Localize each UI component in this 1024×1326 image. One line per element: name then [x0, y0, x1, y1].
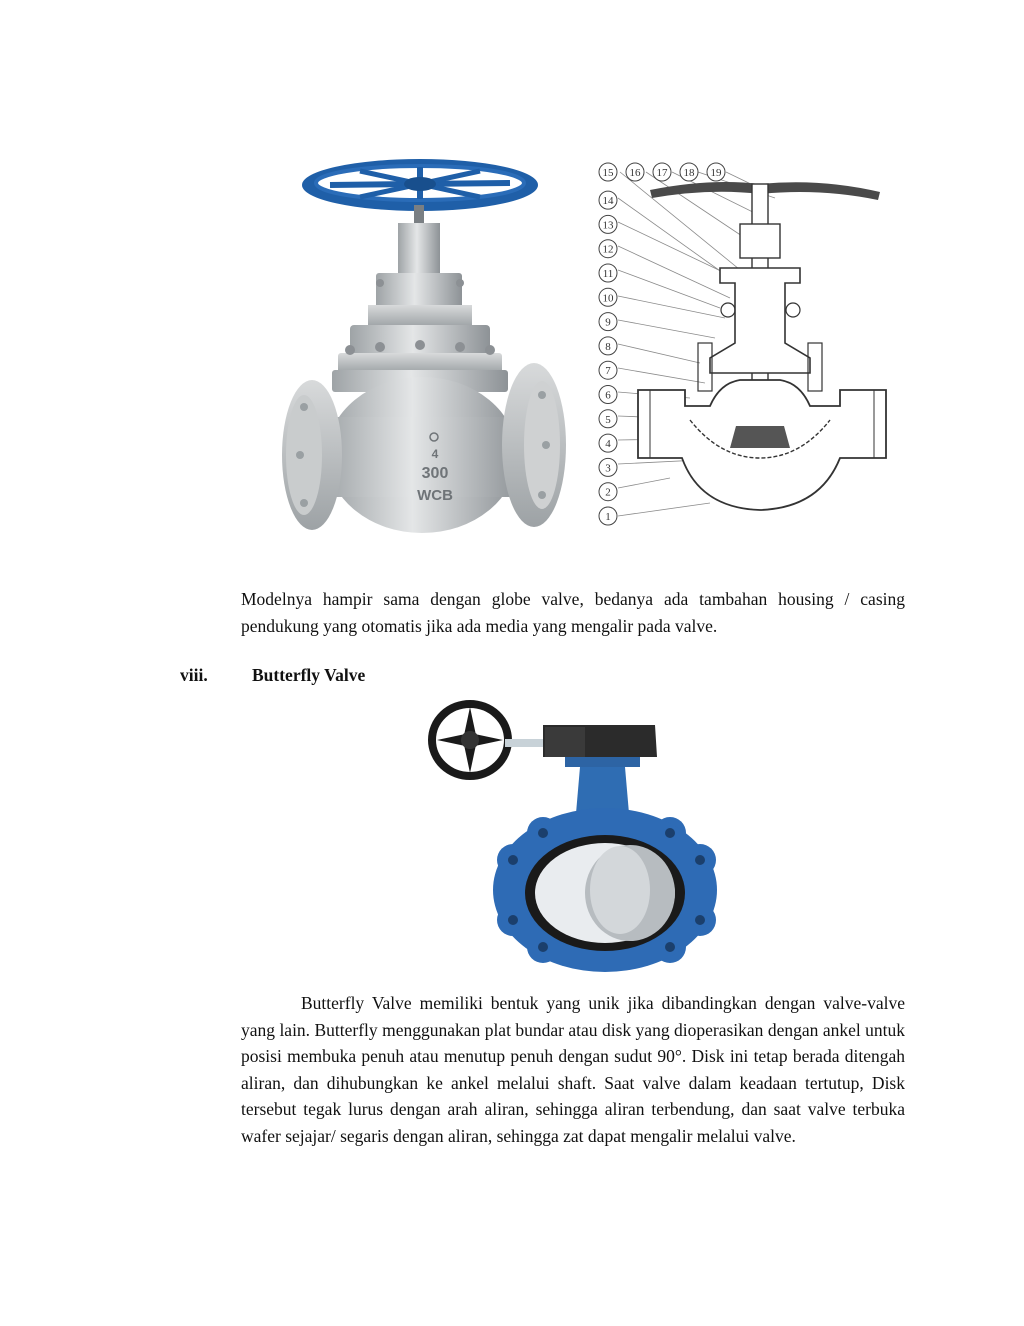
part-number-label: 7 — [605, 365, 611, 378]
handwheel-icon — [302, 159, 538, 211]
part-number-label: 17 — [656, 167, 668, 179]
section-number: viii. — [180, 665, 208, 685]
butterfly-valve-photo — [425, 695, 740, 975]
part-number-label: 5 — [605, 413, 611, 426]
casting-mark-material: WCB — [417, 487, 453, 504]
part-number-label: 14 — [602, 195, 614, 208]
globe-valve-section-diagram — [590, 158, 890, 530]
part-number-label: 19 — [710, 167, 722, 179]
part-number-label: 6 — [605, 389, 611, 402]
section-title: Butterfly Valve — [252, 665, 366, 685]
part-number-label: 4 — [605, 438, 611, 451]
casting-mark-size: 4 — [431, 447, 439, 461]
part-number-label: 8 — [605, 340, 611, 353]
part-number-label: 18 — [683, 167, 695, 179]
globe-valve-photo — [270, 155, 575, 570]
part-number-label: 16 — [629, 167, 641, 179]
casting-mark-class: 300 — [421, 465, 449, 482]
butterfly-valve-description: Butterfly Valve memiliki bentuk yang unik jika dibandingkan dengan valve-valve yang lain. Butterfly menggunakan plat bundar atau disk yang dioperasikan dengan ankel untuk posisi membuka penuh atau menutup penuh dengan sudut 90°. Disk ini tetap berada ditengah aliran, dan dihubungkan ke ankel melalui shaft. Saat valve dalam keadaan tertutup, Disk tersebut tegak lurus dengan arah aliran, sehingga aliran terbendung, dan saat valve terbuka wafer sejajar/ segaris dengan aliran, sehingga zat dapat mengalir melalui valve. — [241, 993, 905, 1146]
part-number-label: 12 — [602, 243, 614, 256]
part-number-label: 15 — [602, 167, 614, 179]
part-number-label: 2 — [605, 486, 611, 499]
part-number-label: 13 — [602, 219, 614, 232]
handwheel-icon — [432, 704, 508, 776]
globe-valve-description: Modelnya hampir sama dengan globe valve, bedanya ada tambahan housing / casing pendukung yang otomatis jika ada media yang mengalir pada valve. — [241, 589, 905, 636]
part-number-label: 11 — [602, 268, 614, 280]
part-number-label: 9 — [605, 316, 611, 329]
part-number-label: 10 — [602, 292, 614, 305]
part-number-label: 3 — [605, 462, 611, 475]
part-number-label: 1 — [605, 511, 611, 523]
